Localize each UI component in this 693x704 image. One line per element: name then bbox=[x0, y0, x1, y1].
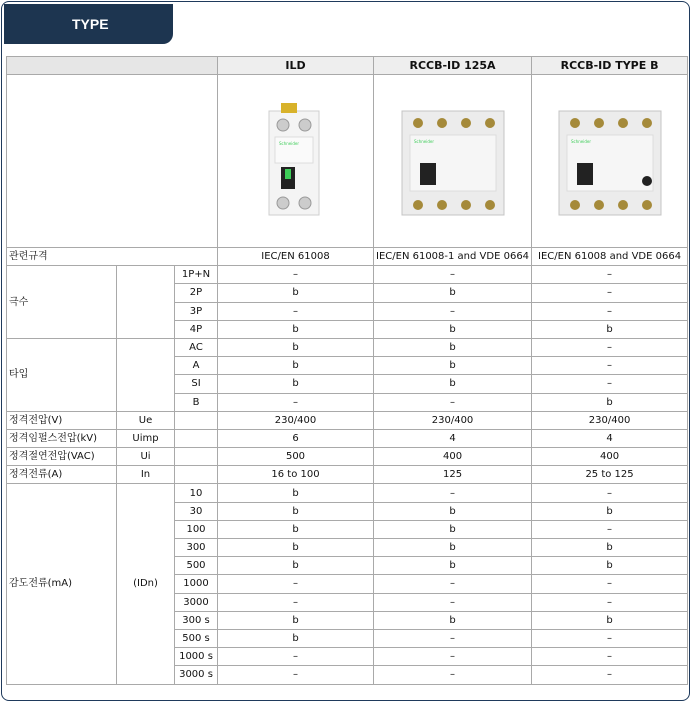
value-cell: b bbox=[532, 320, 688, 338]
value-cell: IEC/EN 61008 and VDE 0664 bbox=[532, 248, 688, 266]
sub-label: A bbox=[175, 357, 218, 375]
value-cell: b bbox=[532, 539, 688, 557]
value-cell: b bbox=[218, 320, 374, 338]
value-cell: – bbox=[532, 338, 688, 356]
value-cell: – bbox=[532, 648, 688, 666]
value-cell: b bbox=[532, 393, 688, 411]
sub-label: 1000 s bbox=[175, 648, 218, 666]
image-row bbox=[7, 75, 688, 248]
value-cell: – bbox=[218, 666, 374, 684]
value-cell: b bbox=[218, 520, 374, 538]
rating-row bbox=[7, 411, 688, 429]
value-cell: b bbox=[532, 502, 688, 520]
symbol-cell bbox=[117, 338, 175, 411]
poles-row bbox=[7, 266, 688, 284]
sub-label: 1000 bbox=[175, 575, 218, 593]
symbol-cell: In bbox=[117, 466, 175, 484]
sub-label bbox=[175, 411, 218, 429]
value-cell: b bbox=[532, 611, 688, 629]
value-cell: – bbox=[374, 575, 532, 593]
value-cell: – bbox=[374, 484, 532, 502]
value-cell: 6 bbox=[218, 429, 374, 447]
rccb-125a-product-image bbox=[374, 75, 532, 248]
value-cell: b bbox=[218, 611, 374, 629]
sub-label: AC bbox=[175, 338, 218, 356]
row-label: 관련규격 bbox=[7, 248, 218, 266]
value-cell: b bbox=[374, 375, 532, 393]
value-cell: b bbox=[218, 539, 374, 557]
value-cell: – bbox=[532, 520, 688, 538]
sub-label: 3000 s bbox=[175, 666, 218, 684]
svg-text:Schneider: Schneider bbox=[278, 141, 299, 146]
value-cell: b bbox=[374, 338, 532, 356]
col-header-rccb-type-b: RCCB-ID TYPE B bbox=[532, 57, 688, 75]
sub-label: 30 bbox=[175, 502, 218, 520]
value-cell: 230/400 bbox=[218, 411, 374, 429]
value-cell: b bbox=[374, 539, 532, 557]
value-cell: – bbox=[218, 393, 374, 411]
sub-label: 10 bbox=[175, 484, 218, 502]
value-cell: b bbox=[218, 502, 374, 520]
sub-label bbox=[175, 448, 218, 466]
value-cell: – bbox=[374, 648, 532, 666]
sub-label: 500 s bbox=[175, 629, 218, 647]
rating-row bbox=[7, 466, 688, 484]
sub-label: SI bbox=[175, 375, 218, 393]
value-cell: 400 bbox=[532, 448, 688, 466]
value-cell: 400 bbox=[374, 448, 532, 466]
symbol-cell bbox=[117, 266, 175, 339]
value-cell: – bbox=[532, 575, 688, 593]
group-label: 감도전류(mA) bbox=[7, 484, 117, 684]
value-cell: b bbox=[532, 557, 688, 575]
value-cell: b bbox=[374, 284, 532, 302]
sub-label: 100 bbox=[175, 520, 218, 538]
value-cell: b bbox=[218, 375, 374, 393]
value-cell: 230/400 bbox=[374, 411, 532, 429]
value-cell: – bbox=[532, 284, 688, 302]
value-cell: – bbox=[532, 302, 688, 320]
rating-row bbox=[7, 429, 688, 447]
sub-label: 3000 bbox=[175, 593, 218, 611]
value-cell: – bbox=[218, 648, 374, 666]
group-label: 극수 bbox=[7, 266, 117, 339]
value-cell: 25 to 125 bbox=[532, 466, 688, 484]
rccb-type-b-product-image bbox=[532, 75, 688, 248]
type-row bbox=[7, 338, 688, 356]
value-cell: – bbox=[374, 666, 532, 684]
value-cell: – bbox=[532, 666, 688, 684]
value-cell: IEC/EN 61008-1 and VDE 0664 bbox=[374, 248, 532, 266]
value-cell: b bbox=[218, 284, 374, 302]
svg-text:Schneider: Schneider bbox=[570, 139, 591, 144]
value-cell: b bbox=[374, 502, 532, 520]
value-cell: b bbox=[374, 611, 532, 629]
value-cell: 230/400 bbox=[532, 411, 688, 429]
row-label: 정격절연전압(VAC) bbox=[7, 448, 117, 466]
value-cell: – bbox=[218, 593, 374, 611]
value-cell: b bbox=[374, 357, 532, 375]
value-cell: IEC/EN 61008 bbox=[218, 248, 374, 266]
value-cell: – bbox=[532, 593, 688, 611]
value-cell: – bbox=[374, 593, 532, 611]
value-cell: b bbox=[218, 357, 374, 375]
sub-label: 4P bbox=[175, 320, 218, 338]
symbol-cell: (IDn) bbox=[117, 484, 175, 684]
value-cell: b bbox=[218, 557, 374, 575]
value-cell: – bbox=[532, 629, 688, 647]
value-cell: – bbox=[532, 357, 688, 375]
sub-label: 300 s bbox=[175, 611, 218, 629]
value-cell: – bbox=[374, 266, 532, 284]
value-cell: 16 to 100 bbox=[218, 466, 374, 484]
value-cell: b bbox=[218, 338, 374, 356]
sub-label: 2P bbox=[175, 284, 218, 302]
value-cell: – bbox=[218, 575, 374, 593]
ild-product-image bbox=[218, 75, 374, 248]
value-cell: b bbox=[374, 320, 532, 338]
value-cell: 500 bbox=[218, 448, 374, 466]
value-cell: 4 bbox=[532, 429, 688, 447]
sub-label: 300 bbox=[175, 539, 218, 557]
sub-label bbox=[175, 429, 218, 447]
sub-label: B bbox=[175, 393, 218, 411]
sub-label bbox=[175, 466, 218, 484]
image-row-blank bbox=[7, 75, 218, 248]
header-row bbox=[7, 57, 688, 75]
type-tab: TYPE bbox=[4, 4, 173, 44]
svg-text:Schneider: Schneider bbox=[413, 139, 434, 144]
symbol-cell: Ui bbox=[117, 448, 175, 466]
value-cell: – bbox=[374, 393, 532, 411]
standard-row bbox=[7, 248, 688, 266]
value-cell: b bbox=[374, 557, 532, 575]
value-cell: – bbox=[218, 302, 374, 320]
sensitivity-row bbox=[7, 484, 688, 502]
value-cell: b bbox=[374, 520, 532, 538]
value-cell: 125 bbox=[374, 466, 532, 484]
sub-label: 500 bbox=[175, 557, 218, 575]
value-cell: b bbox=[218, 629, 374, 647]
symbol-cell: Ue bbox=[117, 411, 175, 429]
sub-label: 1P+N bbox=[175, 266, 218, 284]
header-blank bbox=[7, 57, 218, 75]
value-cell: – bbox=[218, 266, 374, 284]
rating-row bbox=[7, 448, 688, 466]
col-header-rccb-125a: RCCB-ID 125A bbox=[374, 57, 532, 75]
row-label: 정격전압(V) bbox=[7, 411, 117, 429]
value-cell: – bbox=[374, 629, 532, 647]
sub-label: 3P bbox=[175, 302, 218, 320]
symbol-cell: Uimp bbox=[117, 429, 175, 447]
value-cell: – bbox=[532, 375, 688, 393]
row-label: 정격임펄스전압(kV) bbox=[7, 429, 117, 447]
group-label: 타입 bbox=[7, 338, 117, 411]
row-label: 정격전류(A) bbox=[7, 466, 117, 484]
value-cell: 4 bbox=[374, 429, 532, 447]
value-cell: – bbox=[532, 266, 688, 284]
spec-table bbox=[6, 56, 688, 685]
value-cell: b bbox=[218, 484, 374, 502]
value-cell: – bbox=[532, 484, 688, 502]
value-cell: – bbox=[374, 302, 532, 320]
col-header-ild: ILD bbox=[218, 57, 374, 75]
